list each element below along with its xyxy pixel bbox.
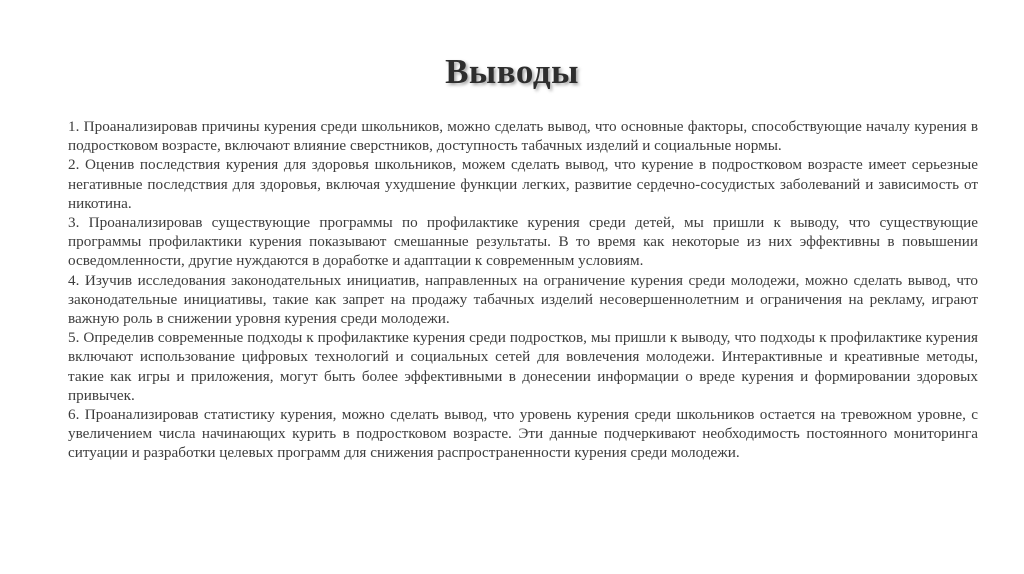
conclusion-paragraph-5: 5. Определив современные подходы к профилактике курения среди подростков, мы пришли к выводу, что подходы к профилактике курения включают использование цифровых технологий и социальных сетей для вовлечения молодежи. Интерактивные и креативные методы, такие как игры и приложения, могут быть более эффективными в донесении информации о вреде курения и формировании здоровых привычек. bbox=[68, 329, 978, 404]
slide-title: Выводы bbox=[445, 52, 579, 91]
conclusion-paragraph-1: 1. Проанализировав причины курения среди школьников, можно сделать вывод, что основные факторы, способствующие началу курения в подростковом возрасте, включают влияние сверстников, доступность табачных изделий и социальные нормы. bbox=[68, 118, 978, 155]
conclusion-paragraph-2: 2. Оценив последствия курения для здоровья школьников, можем сделать вывод, что курение в подростковом возрасте имеет серьезные негативные последствия для здоровья, включая ухудшение функции легких, развитие сердечно-сосудистых заболеваний и зависимость от никотина. bbox=[68, 156, 978, 212]
conclusion-paragraph-6: 6. Проанализировав статистику курения, можно сделать вывод, что уровень курения среди школьников остается на тревожном уровне, с увеличением числа начинающих курить в подростковом возрасте. Эти данные подчеркивают необходимость постоянного мониторинга ситуации и разработки целевых программ для снижения распространенности курения среди молодежи. bbox=[68, 406, 978, 462]
conclusion-paragraph-4: 4. Изучив исследования законодательных инициатив, направленных на ограничение курения среди молодежи, можно сделать вывод, что законодательные инициативы, такие как запрет на продажу табачных изделий несовершеннолетним и ограничения на рекламу, играют важную роль в снижении уровня курения среди молодежи. bbox=[68, 271, 978, 328]
conclusion-paragraph-3: 3. Проанализировав существующие программы по профилактике курения среди детей, мы пришли к выводу, что существующие программы профилактики курения показывают смешанные результаты. В то время как некоторые из них эффективны в повышении осведомленности, другие нуждаются в доработке и адаптации к современным условиям. bbox=[68, 214, 978, 270]
slide-body bbox=[68, 117, 978, 463]
